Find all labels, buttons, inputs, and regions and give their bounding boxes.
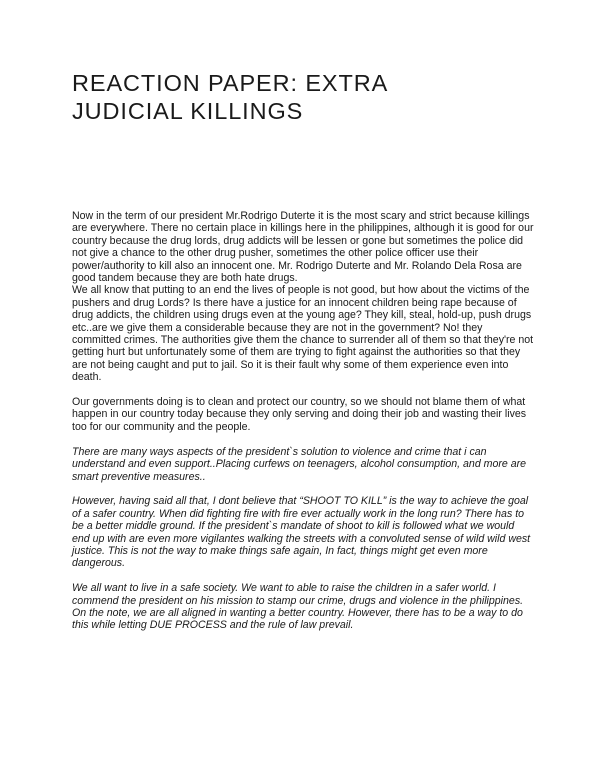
paragraph-safe-society: We all want to live in a safe society. We want to able to raise the children in a safer world. I commend the president on his mission to stamp our crime, drugs and violence in the philippines. On the note, we are all aligned in wanting a better country. However, there has to be a way to do this while letting DUE PROCESS and the rule of law prevail. bbox=[72, 582, 524, 632]
title-line-1: REACTION PAPER: EXTRA bbox=[72, 70, 389, 96]
paragraph-preventive-measures: There are many ways aspects of the president`s solution to violence and crime that i can understand and even support..Placing curfews on teenagers, alcohol consumption, and more are smart preventive measures.. bbox=[72, 445, 527, 483]
document-body bbox=[72, 210, 534, 632]
paragraph-shoot-to-kill: However, having said all that, I dont believe that “SHOOT TO KILL” is the way to achieve the goal of a safer country. When did fighting fire with fire ever actually work in the long run? There has to be a better middle ground. If the president`s mandate of shoot to kill is followed what we would end up with are even more vigilantes walking the streets with a convoluted sense of wild wild west justice. This is not the way to make things safe again, In fact, things might get even more dangerous. bbox=[72, 495, 531, 570]
title-line-2: JUDICIAL KILLINGS bbox=[72, 98, 304, 124]
paragraph-duterte-term: Now in the term of our president Mr.Rodrigo Duterte it is the most scary and strict because killings are everywhere. There no certain place in killings here in the philippines, although it is good for our country because the drug lords, drug addicts will be lessen or gone but sometimes the police did not give a chance to the other drug pusher, sometimes the other police officer use their power/authority to kill also an innocent one. Mr. Rodrigo Duterte and Mr. Rolando Dela Rosa are good tandem because they are both hate drugs. bbox=[72, 210, 534, 285]
paragraph-government-role: Our governments doing is to clean and protect our country, so we should not blame them of what happen in our country today because they only serving and doing their job and wasting their lives too for our community and the people. bbox=[72, 396, 527, 433]
page-title bbox=[72, 69, 552, 125]
paragraph-victims-justice: We all know that putting to an end the lives of people is not good, but how about the victims of the pushers and drug Lords? Is there have a justice for an innocent children being rape because of drug addicts, the children using drugs even at the young age? They kill, steal, hold-up, push drugs etc..are we give them a considerable because they are not in the government? No! they committed crimes. The authorities give them the chance to surrender all of them so that they're not getting hurt but unfortunately some of them are trying to fight against the authorities so that they are not being caught and put to jail. So it is their fault why some of them experience even into death. bbox=[72, 284, 534, 384]
